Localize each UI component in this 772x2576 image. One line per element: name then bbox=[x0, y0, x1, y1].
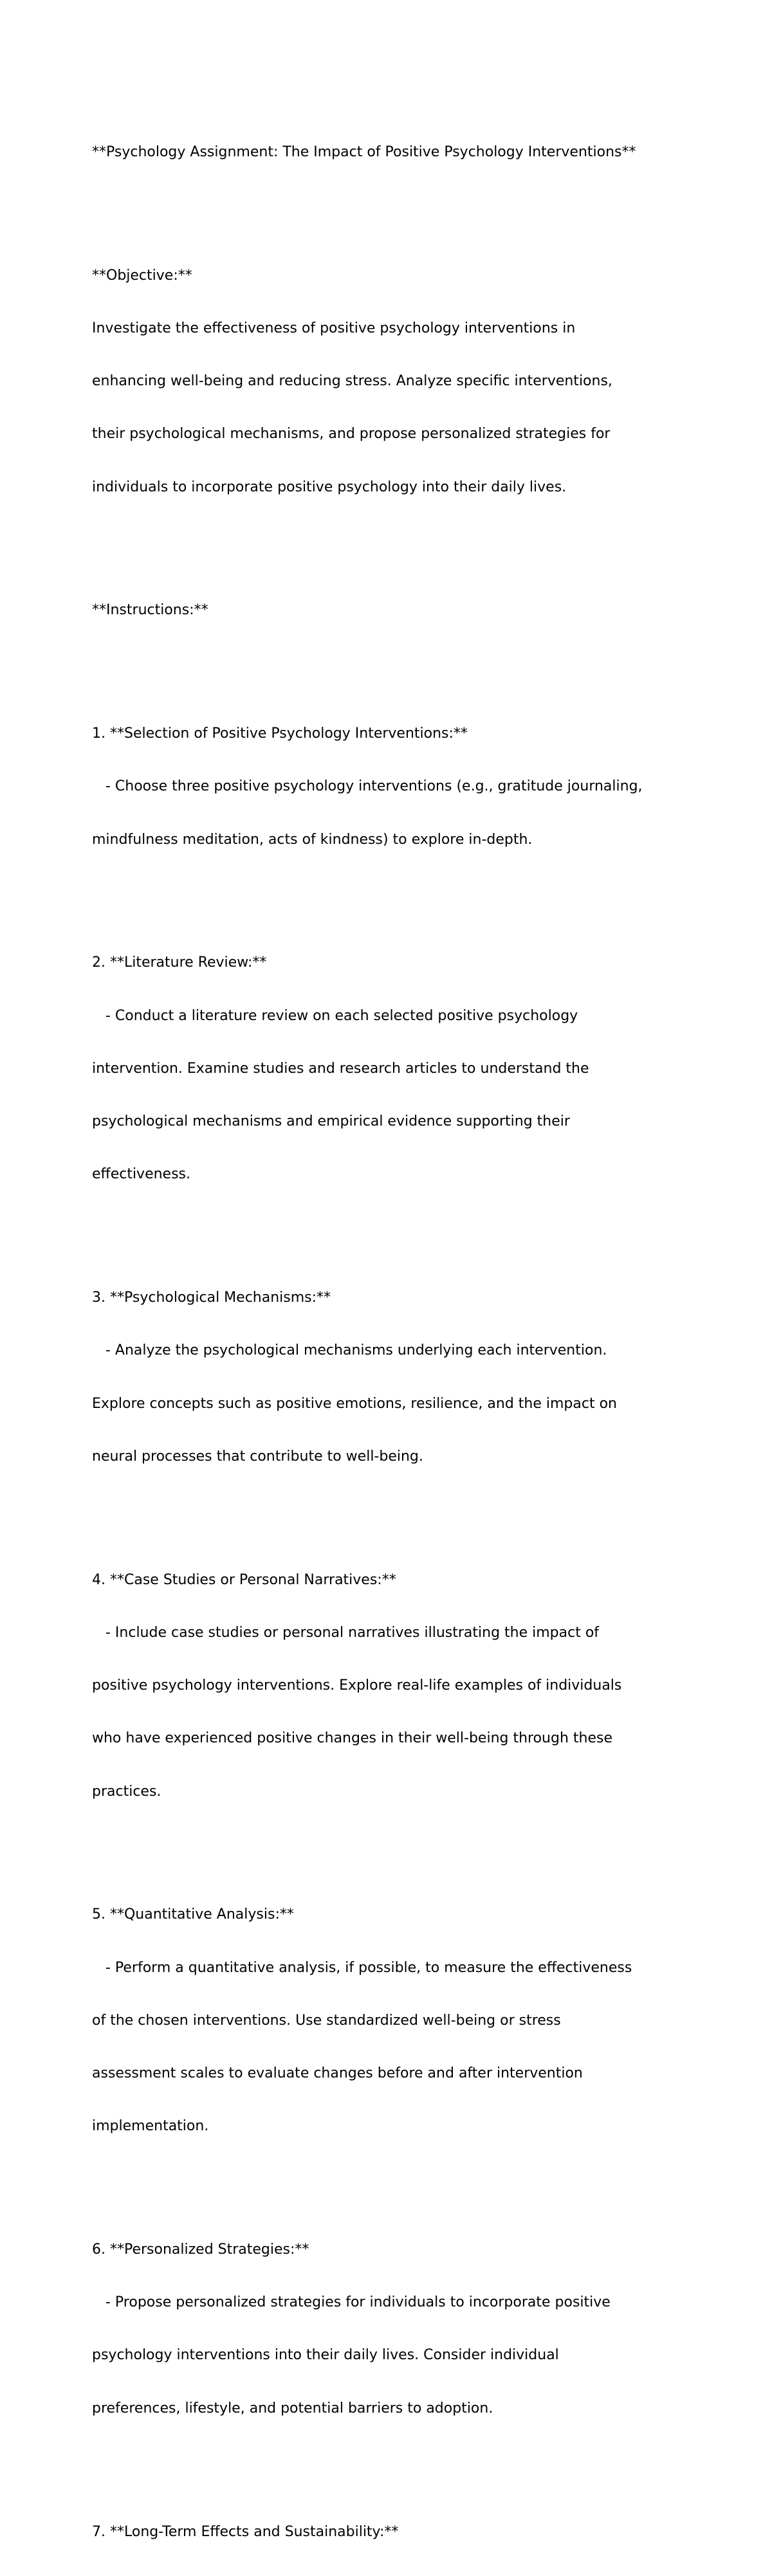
objective-line: Investigate the effectiveness of positive psychology interventions in bbox=[92, 320, 576, 336]
instruction-item-line: - Propose personalized strategies for individuals to incorporate positive bbox=[92, 2294, 611, 2311]
instruction-item-line: effectiveness. bbox=[92, 1166, 191, 1183]
blank-line bbox=[92, 531, 735, 549]
instruction-item-heading: 5. **Quantitative Analysis:** bbox=[92, 1906, 294, 1923]
document-body bbox=[92, 108, 735, 2576]
instruction-item-line: - Perform a quantitative analysis, if possible, to measure the effectiveness bbox=[92, 1959, 632, 1976]
blank-line bbox=[92, 1836, 735, 1853]
instruction-item-line: who have experienced positive changes in their well-being through these bbox=[92, 1730, 613, 1747]
instruction-item-line: assessment scales to evaluate changes before and after intervention bbox=[92, 2065, 583, 2081]
blank-line bbox=[92, 1501, 735, 1518]
instruction-item-line: mindfulness meditation, acts of kindness) to explore in-depth. bbox=[92, 831, 533, 848]
instruction-item-heading: 6. **Personalized Strategies:** bbox=[92, 2242, 309, 2258]
instruction-item-line: positive psychology interventions. Explore real-life examples of individuals bbox=[92, 1677, 622, 1694]
instruction-item-line: psychological mechanisms and empirical evidence supporting their bbox=[92, 1113, 570, 1130]
instruction-item-heading: 3. **Psychological Mechanisms:** bbox=[92, 1290, 331, 1306]
instruction-item-line: - Include case studies or personal narratives illustrating the impact of bbox=[92, 1624, 600, 1641]
instruction-item-line: implementation. bbox=[92, 2118, 209, 2135]
instructions-heading: **Instructions:** bbox=[92, 602, 208, 619]
instruction-item-line: Explore concepts such as positive emotions, resilience, and the impact on bbox=[92, 1395, 617, 1412]
objective-line: individuals to incorporate positive psychology into their daily lives. bbox=[92, 479, 567, 495]
instruction-item-line: practices. bbox=[92, 1783, 161, 1800]
instruction-item-heading: 1. **Selection of Positive Psychology Interventions:** bbox=[92, 726, 468, 742]
instruction-item-line: neural processes that contribute to well-being. bbox=[92, 1448, 423, 1465]
blank-line bbox=[92, 655, 735, 672]
blank-line bbox=[92, 2170, 735, 2188]
blank-line bbox=[92, 884, 735, 901]
instruction-item-line: intervention. Examine studies and research articles to understand the bbox=[92, 1060, 589, 1077]
instruction-item-line: psychology interventions into their daily lives. Consider individual bbox=[92, 2347, 559, 2364]
instruction-item-heading: 2. **Literature Review:** bbox=[92, 955, 267, 971]
objective-line: their psychological mechanisms, and propose personalized strategies for bbox=[92, 426, 611, 443]
instruction-item-heading: 7. **Long-Term Effects and Sustainability:** bbox=[92, 2523, 399, 2540]
instruction-item-line: - Choose three positive psychology interventions (e.g., gratitude journaling, bbox=[92, 778, 643, 795]
blank-line bbox=[92, 196, 735, 214]
instruction-item-line: - Analyze the psychological mechanisms underlying each intervention. bbox=[92, 1342, 607, 1359]
objective-line: enhancing well-being and reducing stress. Analyze specific interventions, bbox=[92, 373, 612, 390]
instruction-item-line: of the chosen interventions. Use standardized well-being or stress bbox=[92, 2012, 561, 2029]
blank-line bbox=[92, 2453, 735, 2470]
blank-line bbox=[92, 1219, 735, 1236]
instruction-item-heading: 4. **Case Studies or Personal Narratives:** bbox=[92, 1571, 396, 1588]
instruction-item-line: preferences, lifestyle, and potential barriers to adoption. bbox=[92, 2400, 493, 2416]
document-title: **Psychology Assignment: The Impact of Positive Psychology Interventions** bbox=[92, 143, 636, 160]
objective-heading: **Objective:** bbox=[92, 267, 192, 284]
instruction-item-line: - Conduct a literature review on each selected positive psychology bbox=[92, 1007, 578, 1024]
